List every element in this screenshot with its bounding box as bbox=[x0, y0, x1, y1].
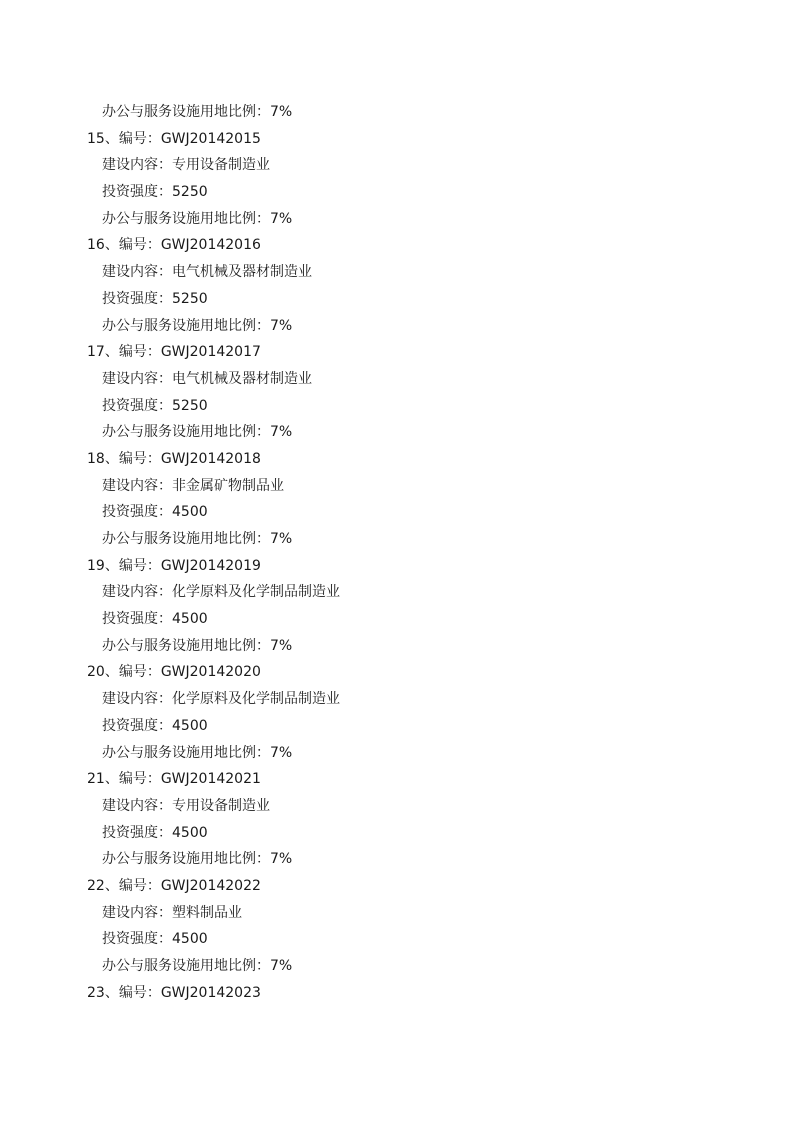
entry-field: 投资强度：4500 bbox=[102, 717, 208, 734]
entry-field: 投资强度：4500 bbox=[102, 931, 208, 948]
entry-heading: 23、编号：GWJ20142023 bbox=[87, 984, 261, 1001]
entry-field: 办公与服务设施用地比例：7% bbox=[102, 744, 293, 761]
entry-field: 建设内容：电气机械及器材制造业 bbox=[102, 370, 312, 387]
entry-field: 建设内容：非金属矿物制品业 bbox=[102, 477, 284, 494]
entry-field: 建设内容：化学原料及化学制品制造业 bbox=[102, 691, 340, 708]
entry-field: 投资强度：4500 bbox=[102, 611, 208, 628]
entry-field: 投资强度：5250 bbox=[102, 397, 208, 414]
entry-field: 建设内容：专用设备制造业 bbox=[102, 157, 270, 174]
entry-heading: 17、编号：GWJ20142017 bbox=[87, 344, 261, 361]
entry-heading: 22、编号：GWJ20142022 bbox=[87, 877, 261, 894]
entry-field: 办公与服务设施用地比例：7% bbox=[102, 317, 293, 334]
entry-field: 投资强度：4500 bbox=[102, 824, 208, 841]
entry-heading: 18、编号：GWJ20142018 bbox=[87, 450, 261, 467]
entry-field: 办公与服务设施用地比例：7% bbox=[102, 851, 293, 868]
entry-field: 建设内容：专用设备制造业 bbox=[102, 797, 270, 814]
entry-heading: 19、编号：GWJ20142019 bbox=[87, 557, 261, 574]
entry-field: 办公与服务设施用地比例：7% bbox=[102, 958, 293, 974]
entry-heading: 15、编号：GWJ20142015 bbox=[87, 130, 261, 147]
entry-field: 投资强度：5250 bbox=[102, 184, 208, 201]
entry-heading: 21、编号：GWJ20142021 bbox=[87, 771, 261, 788]
entry-field: 建设内容：电气机械及器材制造业 bbox=[102, 264, 312, 281]
entry-field: 建设内容：塑料制品业 bbox=[102, 904, 242, 921]
entry-field: 办公与服务设施用地比例：7% bbox=[102, 637, 293, 654]
entry-field: 办公与服务设施用地比例：7% bbox=[102, 531, 293, 547]
document-body bbox=[0, 99, 794, 1006]
entry-field: 办公与服务设施用地比例：7% bbox=[102, 424, 293, 441]
entry-heading: 16、编号：GWJ20142016 bbox=[87, 237, 261, 254]
entry-field: 办公与服务设施用地比例：7% bbox=[102, 104, 293, 120]
entry-field: 建设内容：化学原料及化学制品制造业 bbox=[102, 584, 340, 601]
entry-field: 办公与服务设施用地比例：7% bbox=[102, 210, 293, 227]
entry-heading: 20、编号：GWJ20142020 bbox=[87, 664, 261, 681]
entry-field: 投资强度：5250 bbox=[102, 290, 208, 307]
entry-field: 投资强度：4500 bbox=[102, 504, 208, 521]
